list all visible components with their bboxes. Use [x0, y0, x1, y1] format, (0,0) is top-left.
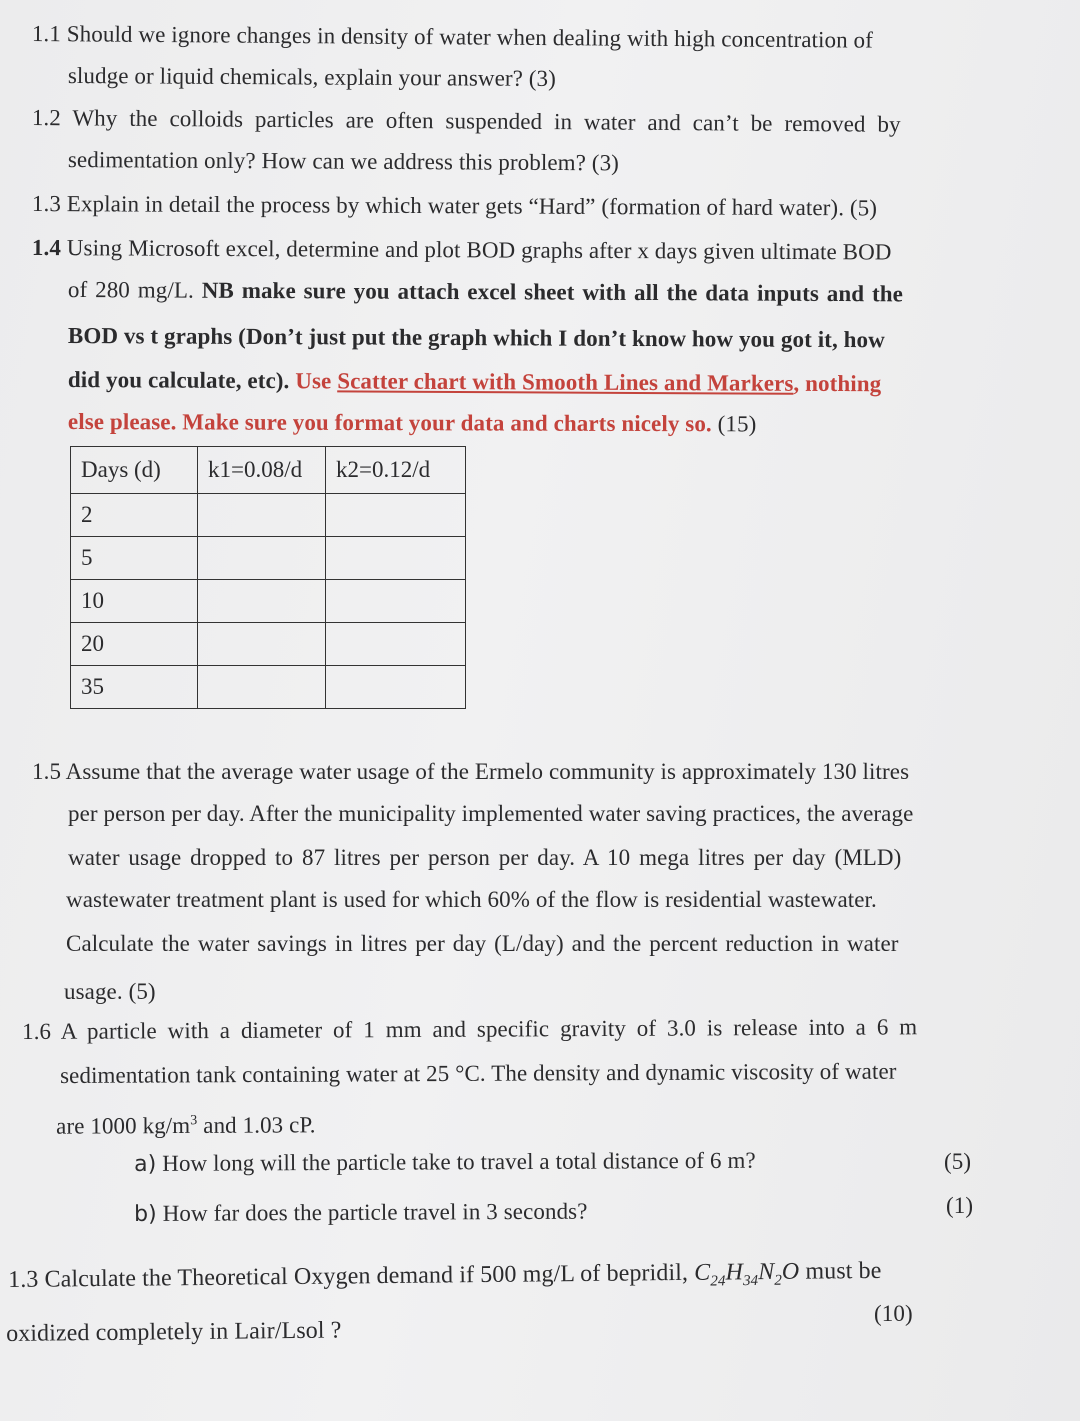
question-label: 1.5 — [32, 759, 62, 784]
question-1-4-line-4 — [68, 366, 881, 398]
bod-ultimate-text: of 280 mg/L. — [67, 277, 194, 303]
k2-cell[interactable] — [326, 623, 466, 666]
question-label: 1.2 — [31, 104, 62, 131]
question-label: 1.3 — [31, 190, 62, 217]
nothing-word: , nothing — [793, 370, 882, 397]
days-cell: 35 — [71, 666, 198, 709]
question-1-3-thod-line-1 — [8, 1257, 882, 1303]
question-1-1-line-1 — [32, 20, 873, 55]
question-text: Assume that the average water usage of the Ermelo community is approximately 130 litres — [65, 759, 910, 784]
question-1-2-line-2: sedimentation only? How can we address this problem? (3) — [67, 146, 620, 176]
question-label: 1.3 — [8, 1266, 39, 1293]
calc-instruction: did you calculate, etc). — [67, 367, 290, 394]
question-1-5-line-6: usage. (5) — [64, 979, 156, 1004]
header-days: Days (d) — [71, 447, 198, 494]
days-cell: 20 — [71, 623, 198, 666]
question-1-6-part-b — [134, 1198, 588, 1229]
question-1-3-hard-water — [32, 190, 877, 222]
days-cell: 2 — [71, 494, 198, 537]
days-cell: 5 — [71, 537, 198, 580]
k2-cell[interactable] — [326, 494, 466, 537]
question-1-4-line-2 — [68, 276, 903, 308]
part-b-label: b) — [134, 1201, 157, 1227]
question-1-6-line-2: sedimentation tank containing water at 25 °C. The density and dynamic viscosity of water — [60, 1058, 897, 1088]
question-1-5-line-2: per person per day. After the municipality implemented water saving practices, the average — [68, 801, 914, 826]
table-row — [71, 537, 466, 580]
question-1-4-line-5 — [68, 408, 757, 438]
k1-cell[interactable] — [198, 623, 326, 666]
question-1-5-line-5: Calculate the water savings in litres per day (L/day) and the percent reduction in water — [66, 931, 899, 956]
table-row — [71, 666, 466, 709]
question-label: 1.6 — [22, 1018, 52, 1044]
chart-type-instruction: Scatter chart with Smooth Lines and Markers — [337, 368, 794, 396]
question-text: A particle with a diameter of 1 mm and specific gravity of 3.0 is release into a 6 m — [60, 1014, 918, 1044]
question-1-5-line-3: water usage dropped to 87 litres per person per day. A 10 mega litres per day (MLD) — [68, 845, 902, 870]
header-k2: k2=0.12/d — [326, 447, 466, 494]
question-label: 1.4 — [31, 234, 62, 261]
k2-cell[interactable] — [326, 537, 466, 580]
bepridil-formula: $C_{24}H_{34}N_2O$ — [694, 1258, 800, 1290]
question-1-5-line-4: wastewater treatment plant is used for which 60% of the flow is residential wastewater. — [66, 887, 877, 912]
question-1-2-line-1 — [32, 104, 901, 139]
table-row — [71, 623, 466, 666]
question-text: Calculate the Theoretical Oxygen demand if 500 mg/L of bepridil, — [44, 1259, 689, 1293]
question-label: 1.1 — [31, 20, 62, 47]
k1-cell[interactable] — [198, 580, 326, 623]
table-row — [71, 580, 466, 623]
question-text: Should we ignore changes in density of water when dealing with high concentration of — [66, 21, 874, 53]
question-1-6-line-3 — [56, 1107, 316, 1141]
question-text-end: must be — [805, 1257, 882, 1285]
part-a-text: How long will the particle take to travel a total distance of 6 m? — [162, 1147, 756, 1176]
viscosity-text: and 1.03 cP. — [203, 1112, 316, 1138]
format-instruction: else please. Make sure you format your data and charts nicely so. — [67, 409, 712, 437]
use-word: Use — [295, 368, 332, 394]
table-row — [71, 494, 466, 537]
header-k1: k1=0.08/d — [198, 447, 326, 494]
part-b-marks: (1) — [946, 1193, 974, 1218]
k2-cell[interactable] — [326, 666, 466, 709]
question-text: Why the colloids particles are often suspended in water and can’t be removed by — [72, 105, 901, 137]
question-text: Explain in detail the process by which water gets “Hard” (formation of hard water). (5) — [66, 191, 878, 221]
question-text: Using Microsoft excel, determine and plot BOD graphs after x days given ultimate BOD — [66, 235, 892, 265]
question-1-3-thod-marks: (10) — [874, 1301, 913, 1326]
question-1-5-line-1 — [32, 758, 909, 786]
cubed-superscript: 3 — [190, 1113, 198, 1129]
question-1-6-part-a — [134, 1147, 756, 1179]
k1-cell[interactable] — [198, 494, 326, 537]
table-header-row — [71, 447, 466, 494]
part-a-marks: (5) — [944, 1149, 972, 1174]
part-b-text: How far does the particle travel in 3 seconds? — [162, 1198, 588, 1226]
question-1-6-line-1 — [22, 1013, 917, 1046]
density-text: are 1000 kg/m — [56, 1112, 191, 1139]
k2-cell[interactable] — [326, 580, 466, 623]
part-a-label: a) — [134, 1151, 157, 1177]
question-1-4-line-1 — [32, 234, 892, 267]
question-1-1-line-2: sludge or liquid chemicals, explain your answer? (3) — [67, 62, 557, 91]
k1-cell[interactable] — [198, 666, 326, 709]
question-1-3-thod-line-2: oxidized completely in Lair/Lsol ? — [6, 1317, 342, 1347]
k1-cell[interactable] — [198, 537, 326, 580]
days-cell: 10 — [71, 580, 198, 623]
question-1-4-line-3: BOD vs t graphs (Don’t just put the graph which I don’t know how you got it, how — [67, 323, 885, 353]
question-marks: (15) — [717, 411, 757, 437]
nb-instruction: NB make sure you attach excel sheet with all the data inputs and the — [201, 277, 904, 307]
bod-data-table — [70, 446, 466, 709]
